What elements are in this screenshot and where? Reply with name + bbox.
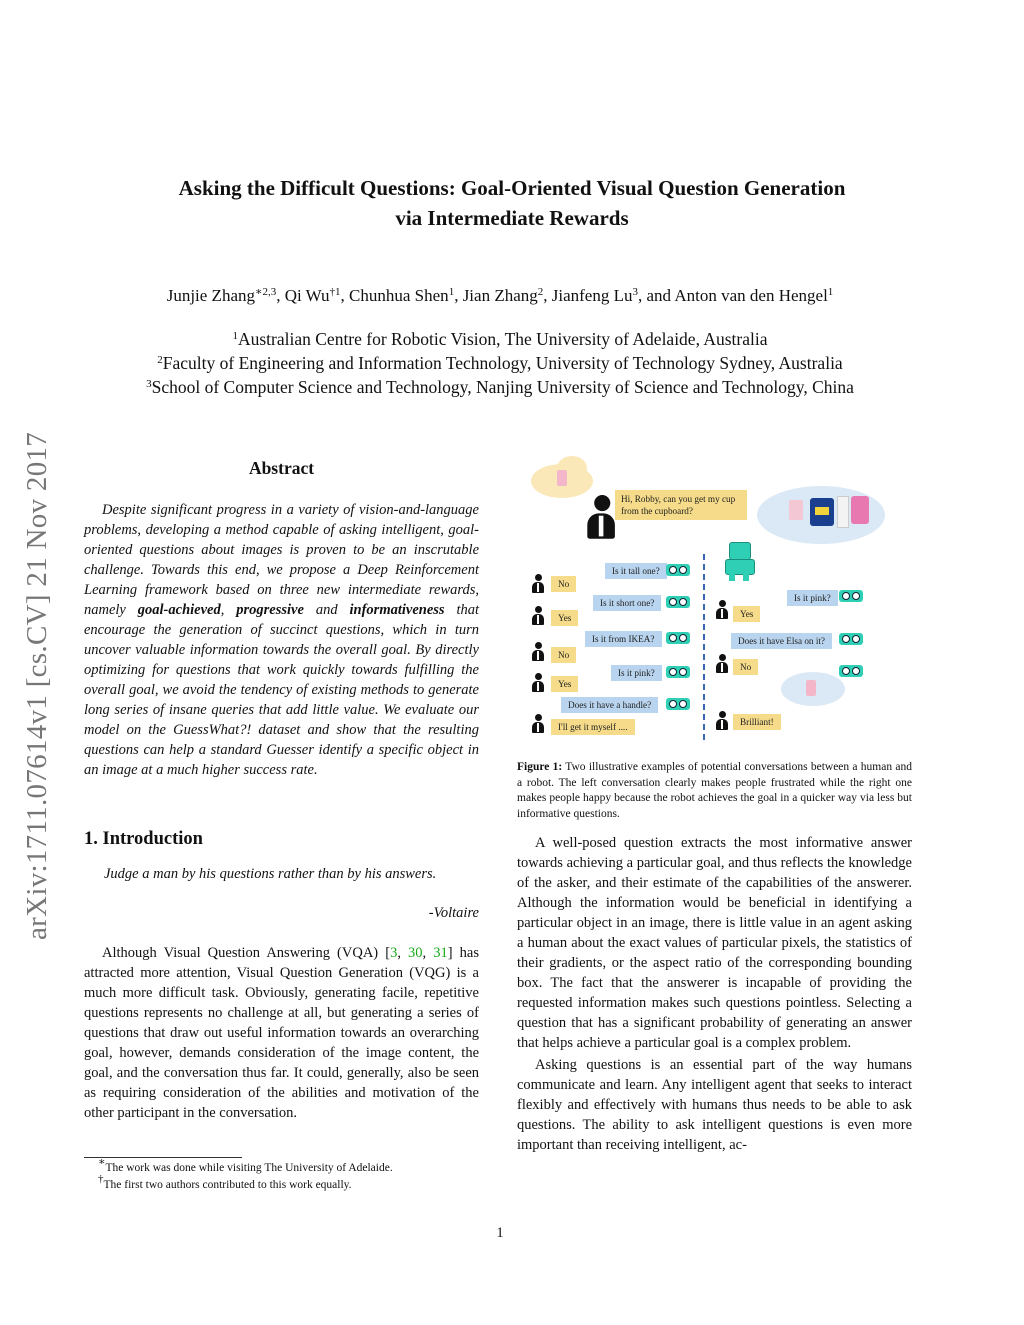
affiliation: $^3$School of Computer Science and Technology, Nanjing University of Science and Technology, China bbox=[146, 377, 854, 397]
right-question-1: Is it pink? bbox=[787, 590, 838, 606]
ikea-label-icon bbox=[815, 507, 829, 515]
author-name: Junjie Zhang bbox=[166, 286, 255, 305]
left-answer-4: Yes bbox=[551, 676, 578, 692]
right-question-2: Does it have Elsa on it? bbox=[731, 633, 832, 649]
right-column-text bbox=[517, 833, 912, 1155]
human-request-bubble: Hi, Robby, can you get my cup from the cupboard? bbox=[615, 490, 747, 520]
right-answer-1: Yes bbox=[733, 606, 760, 622]
pink-cup-icon bbox=[557, 470, 567, 486]
human-icon bbox=[531, 606, 545, 626]
figure-caption: Figure 1: Two illustrative examples of potential conversations between a human and a robot. The left conversation clearly makes people frustrated while the right one makes people happy because the robot achieves the goal in a quicker way via less but informative questions. bbox=[517, 761, 912, 820]
robot-eyes-icon bbox=[666, 666, 690, 678]
section-heading: 1. Introduction bbox=[84, 829, 203, 849]
robot-leg-icon bbox=[743, 573, 749, 581]
paragraph: Asking questions is an essential part of the way humans communicate and learn. Any intelligent agent that seeks to interact flexibly and effectively with humans thus needs to be able to ask questions. The ability to ask intelligent questions is even more important than receiving intelligent, ac- bbox=[517, 1057, 912, 1153]
arxiv-identifier: arXiv:1711.07614v1 [cs.CV] 21 Nov 2017 bbox=[21, 431, 53, 940]
abstract-heading: Abstract bbox=[248, 458, 315, 478]
page-number: 1 bbox=[496, 1225, 504, 1241]
human-icon bbox=[531, 673, 545, 693]
human-icon bbox=[715, 711, 729, 731]
pink-cup-icon bbox=[806, 680, 816, 696]
intro-paragraph: Although Visual Question Answering (VQA) [3, 30, 31] has attracted more attention, Visual Question Generation (VQG) is a much more difficult task. Obviously, generating facile, repetitive questions represents no challenge at all, but generating a series of questions that draw out useful information towards an overarching goal, however, demands consideration of the image content, the goal, and the conversation thus far. It could, generally, also be seen as requiring consideration of the abilities and motivation of the other participant in the conversation. bbox=[84, 945, 479, 1121]
robot-eyes-icon bbox=[839, 633, 863, 645]
author-name: Anton van den Hengel bbox=[674, 286, 828, 305]
author-list: Junjie Zhang$^{∗2,3}$, Qi Wu$^{\dagger 1}$, Chunhua Shen$^1$, Jian Zhang$^2$, Jianfeng Lu$^3$, and Anton van den Hengel$^1$ bbox=[166, 286, 834, 305]
left-question-2: Is it short one? bbox=[593, 595, 661, 611]
author-name: Jianfeng Lu bbox=[551, 286, 633, 305]
robot-eyes-icon bbox=[839, 665, 863, 677]
author-sup: 3 bbox=[632, 286, 638, 298]
epigraph-author: -Voltaire bbox=[428, 905, 479, 921]
human-icon bbox=[715, 654, 729, 674]
author-sup: 2 bbox=[537, 286, 544, 298]
left-question-3: Is it from IKEA? bbox=[585, 631, 662, 647]
human-icon bbox=[715, 600, 729, 620]
human-icon bbox=[531, 642, 545, 662]
left-answer-2: Yes bbox=[551, 610, 578, 626]
footnote-rule bbox=[84, 1157, 242, 1158]
author-name: Qi Wu bbox=[284, 286, 330, 305]
left-question-1: Is it tall one? bbox=[605, 563, 667, 579]
author-sup: †1 bbox=[329, 286, 341, 298]
robot-eyes-icon bbox=[666, 564, 690, 576]
right-answer-2: No bbox=[733, 659, 758, 675]
robot-eyes-icon bbox=[666, 698, 690, 710]
human-icon bbox=[531, 714, 545, 734]
affiliation-list bbox=[0, 327, 1000, 399]
citation-link[interactable]: 31 bbox=[433, 945, 448, 961]
robot-leg-icon bbox=[729, 573, 735, 581]
affiliation: $^1$Australian Centre for Robotic Vision, The University of Adelaide, Australia bbox=[232, 329, 768, 349]
title-line-2: via Intermediate Rewards bbox=[395, 206, 629, 230]
term-progressive: progressive bbox=[236, 602, 304, 618]
term-goal-achieved: goal-achieved bbox=[137, 602, 221, 618]
left-answer-1: No bbox=[551, 576, 576, 592]
robot-eyes-icon bbox=[666, 596, 690, 608]
footnote: ∗The work was done while visiting The University of Adelaide. bbox=[98, 1156, 393, 1174]
title-line-1: Asking the Difficult Questions: Goal-Oriented Visual Question Generation bbox=[178, 176, 846, 200]
left-answer-3: No bbox=[551, 647, 576, 663]
figure-1 bbox=[517, 458, 912, 748]
citation-link[interactable]: 30 bbox=[408, 945, 423, 961]
robot-eyes-icon bbox=[839, 590, 863, 602]
footnote: †The first two authors contributed to this work equally. bbox=[98, 1173, 352, 1191]
human-icon bbox=[531, 574, 545, 594]
term-informativeness: informativeness bbox=[349, 602, 445, 618]
robot-head-icon bbox=[729, 542, 751, 560]
human-icon bbox=[585, 495, 617, 541]
left-question-5: Does it have a handle? bbox=[561, 697, 658, 713]
author-sup: 1 bbox=[448, 286, 455, 298]
white-cup-icon bbox=[837, 496, 849, 528]
paragraph: A well-posed question extracts the most informative answer towards achieving a particular goal, and thus reflects the knowledge of the asker, and their estimate of the capabilities of the answerer. Although the information would be beneficial in identifying a particular object in an image, there is little value in an agent asking a human about the exact values of particular pixels, the statistics of their gradients, or the aspect ratio of the corresponding bounding box. The fact that the answerer is incapable of providing the requested information makes such questions pointless. Selecting a question that has a significant probability of generating an answer that helps achieve a particular goal is a complex problem. bbox=[517, 835, 912, 1051]
citation-link[interactable]: 3 bbox=[390, 945, 398, 961]
affiliation: $^2$Faculty of Engineering and Information Technology, University of Technology Sydney, Australia bbox=[157, 353, 843, 373]
abstract-body: Despite significant progress in a variety of vision-and-language problems, developing a method capable of asking intelligent, goal-oriented questions about images is proven to be an inscrutable challenge. Towards this end, we propose a Deep Reinforcement Learning framework based on three new intermediate rewards, namely goal-achieved, progressive and informativeness that encourage the generation of succinct questions, which in turn uncover valuable information towards the overall goal. By directly optimizing for questions that work quickly towards fulfilling the overall goal, we avoid the tendency of existing methods to generate long series of insane queries that add little value. We evaluate our model on the GuessWhat?! dataset and show that the resulting questions can help a standard Guesser identify a specific object in an image at a much higher success rate. bbox=[84, 502, 480, 778]
pink-cup-icon bbox=[789, 500, 803, 520]
epigraph-quote: Judge a man by his questions rather than by his answers. bbox=[104, 866, 437, 882]
left-answer-5: I'll get it myself .... bbox=[551, 719, 635, 735]
paper-title bbox=[0, 173, 1024, 233]
right-final-answer: Brilliant! bbox=[733, 714, 781, 730]
author-name: Jian Zhang bbox=[462, 286, 538, 305]
robot-eyes-icon bbox=[666, 632, 690, 644]
author-sup: 1 bbox=[827, 286, 834, 298]
elsa-mug-icon bbox=[851, 496, 869, 524]
author-name: Chunhua Shen bbox=[349, 286, 449, 305]
conversation-divider bbox=[703, 554, 705, 740]
caption-label: Figure 1: bbox=[517, 761, 563, 773]
left-question-4: Is it pink? bbox=[611, 665, 662, 681]
author-sup: ∗2,3 bbox=[255, 286, 277, 298]
